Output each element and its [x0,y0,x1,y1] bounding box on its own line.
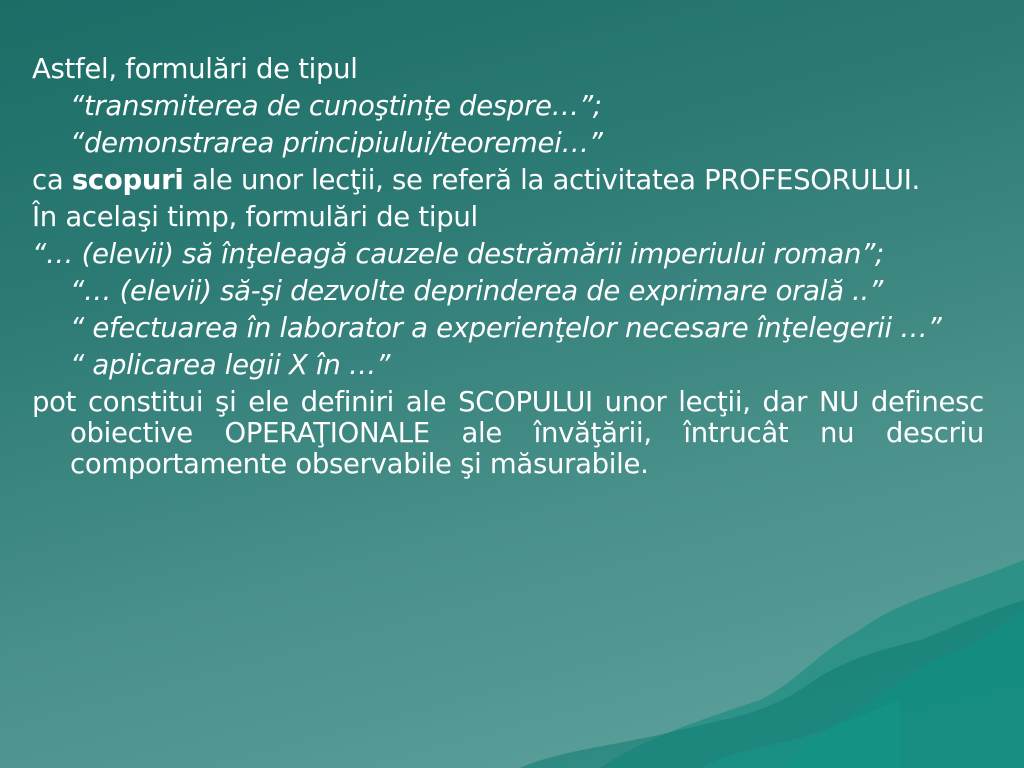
text-fragment: ca [32,164,72,196]
text-fragment: ale unor lecţii, se referă la activitatea PROFESORULUI. [183,164,920,196]
text-line-intro: Astfel, formulări de tipul [32,53,358,85]
quote-oral-expression: “… (elevii) să-şi dezvolte deprinderea de exprimare orală ..” [70,275,883,307]
quote-laboratory: “ efectuarea în laborator a experienţelor necesare înţelegerii …” [70,312,942,344]
quote-roman-empire: “… (elevii) să înţeleagă cauzele destrămării imperiului roman”; [32,238,884,270]
quote-demonstration: “demonstrarea principiului/teoremei…” [70,127,603,159]
text-line-meanwhile: În acelaşi timp, formulări de tipul [32,201,478,233]
paragraph-conclusion: pot constitui şi ele definiri ale SCOPULUI unor lecţii, dar NU definesc obiective OPERAŢIONALE ale învăţării, întrucât nu descriu comportamente observabile şi măsurabile. [32,386,984,480]
paragraph-scopes [32,165,984,196]
text-emphasis-scopuri: scopuri [71,164,184,196]
quote-teaching: “transmiterea de cunoştinţe despre…”; [70,90,602,122]
quote-law-x: “ aplicarea legii X în …” [70,349,391,381]
slide-body [32,54,984,486]
